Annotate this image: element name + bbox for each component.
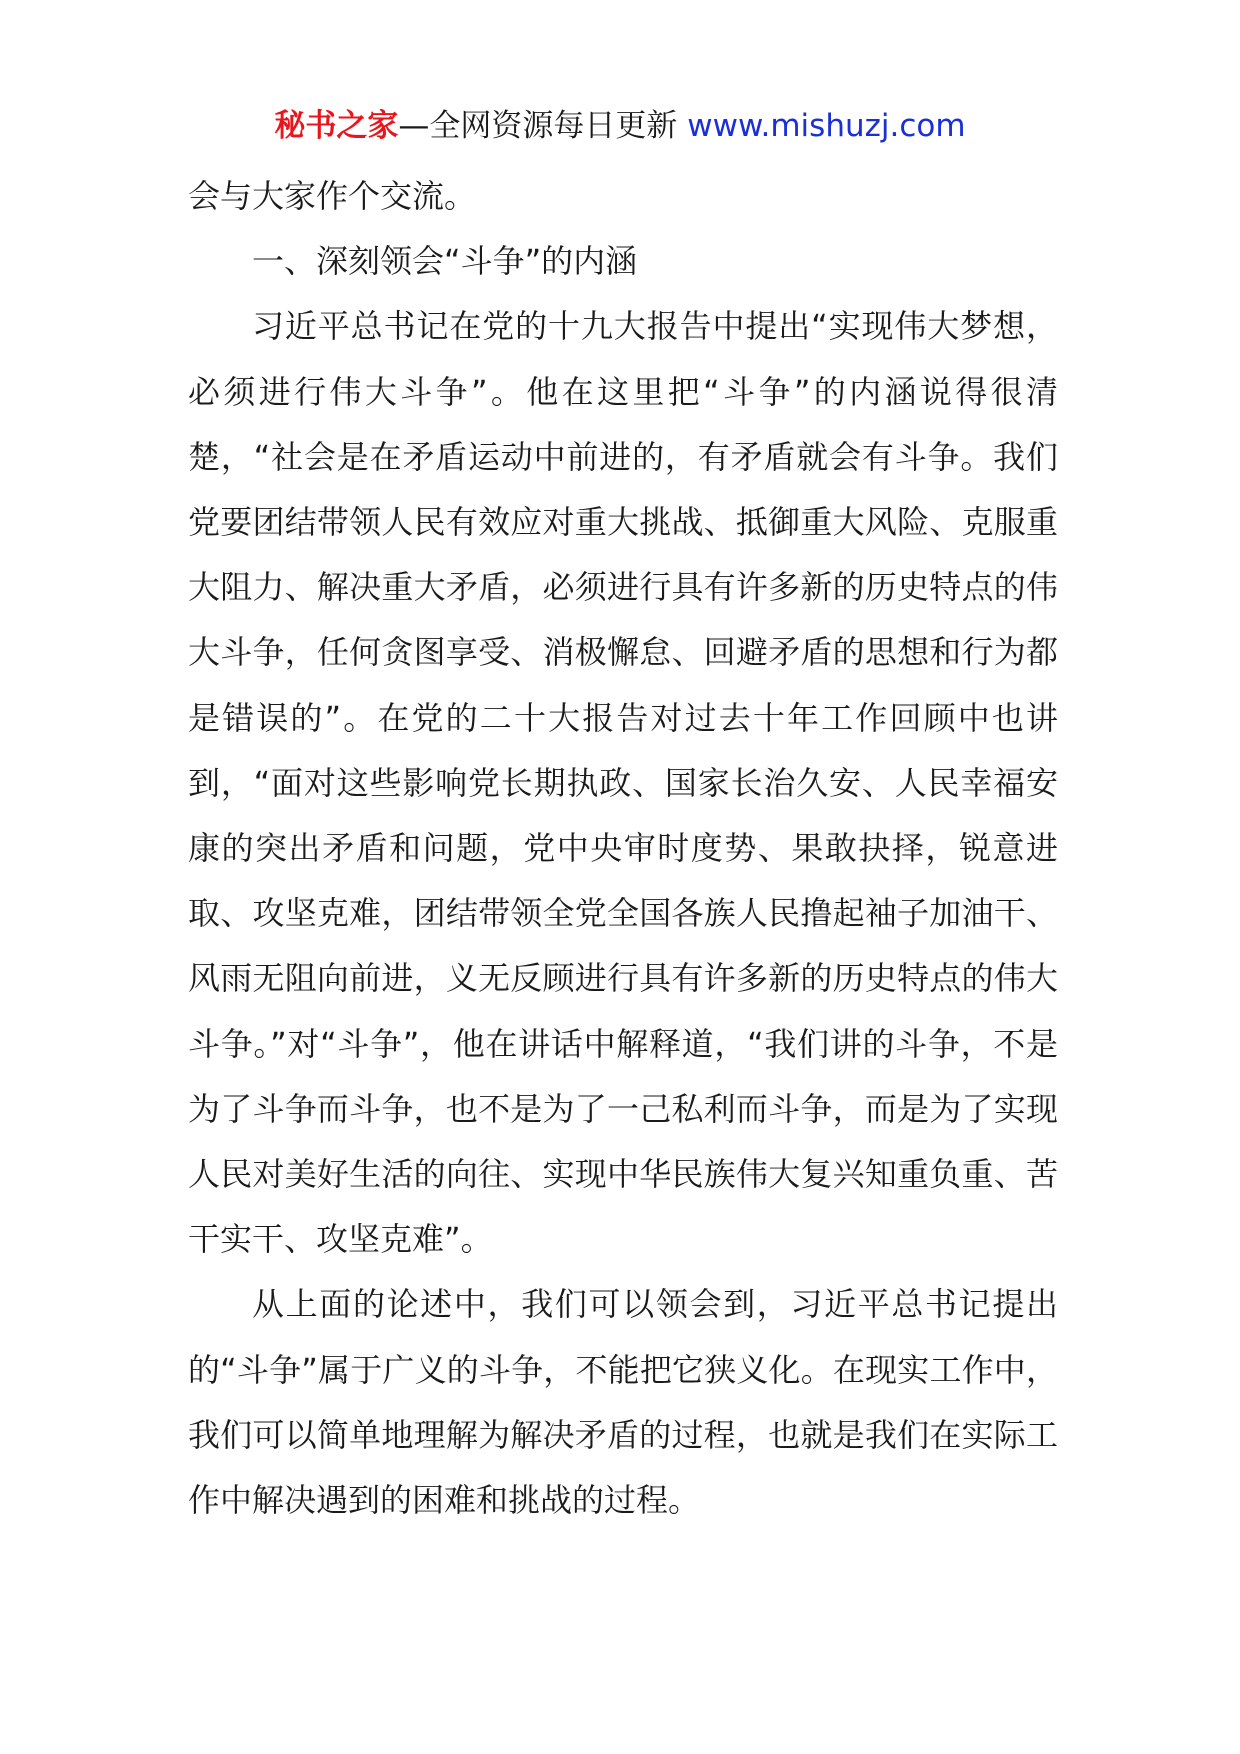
paragraph-continuation: 会与大家作个交流。 — [188, 177, 477, 215]
brand-name: 秘书之家 — [274, 108, 399, 144]
header-slogan: —全网资源每日更新 — [398, 108, 688, 144]
paragraph: 习近平总书记在党的十九大报告中提出“实现伟大梦想，必须进行伟大斗争”。他在这里把“斗争”的内涵说得很清楚，“社会是在矛盾运动中前进的，有矛盾就会有斗争。我们党要团结带领人民有效应对重大挑战、抵御重大风险、克服重大阻力、解决重大矛盾，必须进行具有许多新的历史特点的伟大斗争，任何贪图享受、消极懈怠、回避矛盾的思想和行为都是错误的”。在党的二十大报告对过去十年工作回顾中也讲到，“面对这些影响党长期执政、国家长治久安、人民幸福安康的突出矛盾和问题，党中央审时度势、果敢抉择，锐意进取、攻坚克难，团结带领全党全国各族人民撸起袖子加油干、风雨无阻向前进，义无反顾进行具有许多新的历史特点的伟大斗争。”对“斗争”，他在讲话中解释道，“我们讲的斗争，不是为了斗争而斗争，也不是为了一己私利而斗争，而是为了实现人民对美好生活的向往、实现中华民族伟大复兴知重负重、苦干实干、攻坚克难”。 — [188, 307, 1058, 1259]
website-link[interactable]: www.mishuzj.com — [687, 108, 966, 144]
paragraph: 从上面的论述中，我们可以领会到，习近平总书记提出的“斗争”属于广义的斗争，不能把它狭义化。在现实工作中，我们可以简单地理解为解决矛盾的过程，也就是我们在实际工作中解决遇到的困难和挑战的过程。 — [188, 1285, 1058, 1520]
section-heading: 一、深刻领会“斗争”的内涵 — [252, 242, 638, 281]
page-header — [0, 104, 1240, 148]
document-body — [188, 164, 1058, 1533]
